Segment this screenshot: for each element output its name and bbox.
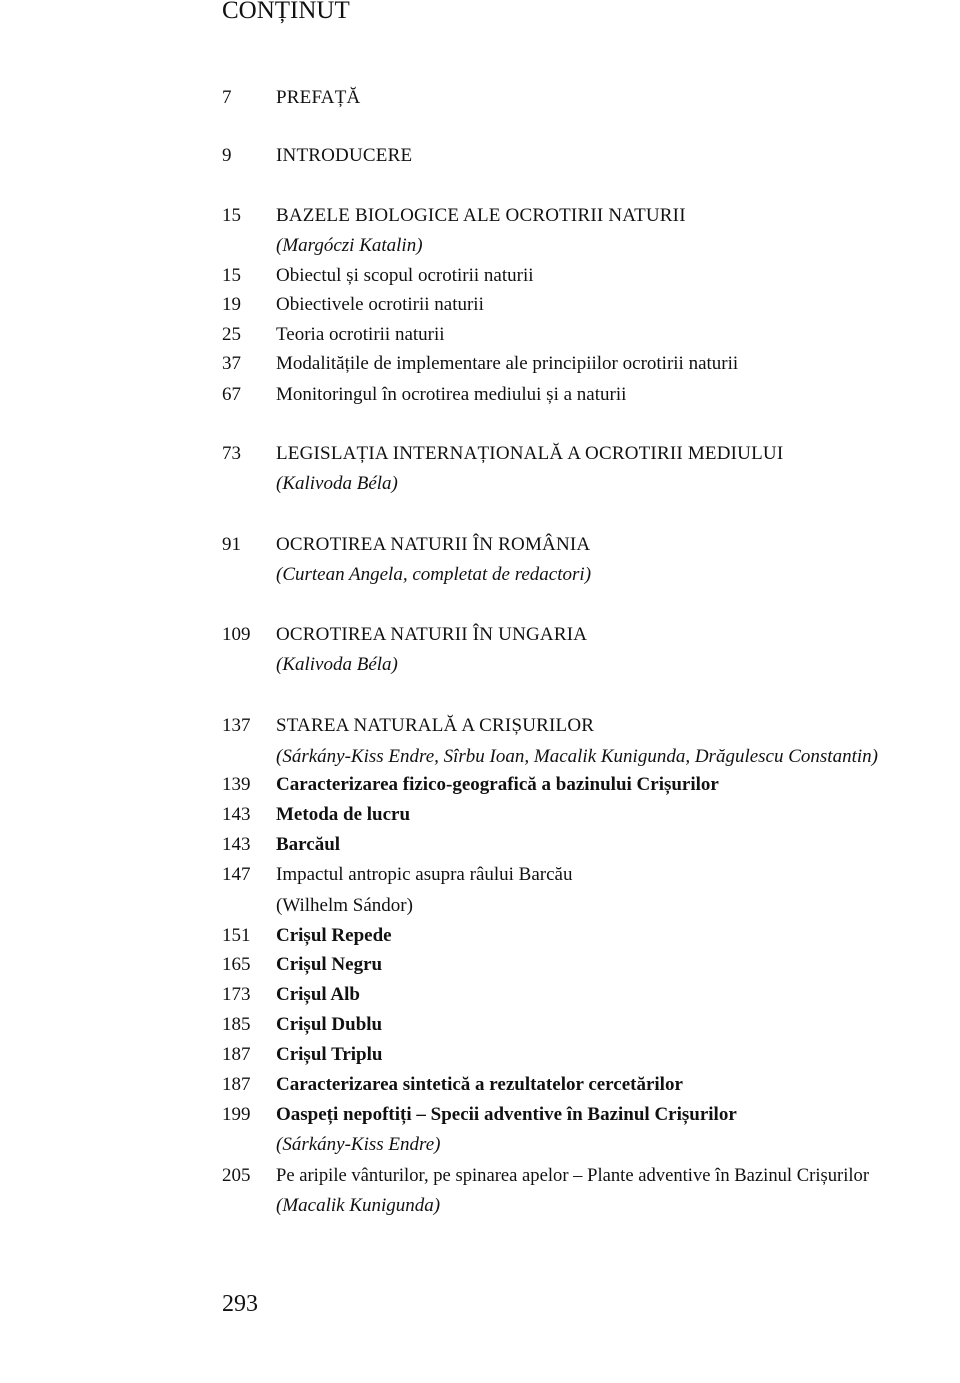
toc-page-number: 143 xyxy=(222,804,251,825)
toc-entry-title: Caracterizarea fizico-geografică a bazinului Crișurilor xyxy=(276,774,719,795)
toc-entry-title: Monitoringul în ocrotirea mediului și a naturii xyxy=(276,384,627,405)
toc-entry xyxy=(222,801,952,829)
toc-page-number: 151 xyxy=(222,925,251,946)
toc-entry-title: Caracterizarea sintetică a rezultatelor cercetărilor xyxy=(276,1074,683,1095)
toc-page-number: 73 xyxy=(222,443,241,464)
page-title: CONȚINUT xyxy=(222,0,350,24)
toc-page-number: 19 xyxy=(222,294,241,315)
toc-entry xyxy=(222,291,952,319)
toc-author: (Margóczi Katalin) xyxy=(276,235,423,256)
toc-entry-title: Teoria ocrotirii naturii xyxy=(276,324,445,345)
toc-page-number: 185 xyxy=(222,1014,251,1035)
toc-page-number: 173 xyxy=(222,984,251,1005)
toc-page-number: 165 xyxy=(222,954,251,975)
toc-entry-author xyxy=(222,1192,952,1220)
toc-entry-title: LEGISLAȚIA INTERNAȚIONALĂ A OCROTIRII MEDIULUI xyxy=(276,443,784,464)
toc-entry xyxy=(222,1071,952,1099)
toc-entry-introducere xyxy=(222,142,952,170)
toc-entry xyxy=(222,1041,952,1069)
toc-entry-author xyxy=(222,470,952,498)
toc-entry-title: STAREA NATURALĂ A CRIȘURILOR xyxy=(276,715,595,736)
toc-entry-title: Modalitățile de implementare ale principiilor ocrotirii naturii xyxy=(276,353,739,374)
toc-entry-title: OCROTIREA NATURII ÎN ROMÂNIA xyxy=(276,534,591,555)
toc-page-number: 37 xyxy=(222,353,241,374)
toc-entry-author xyxy=(222,232,952,260)
toc-page-number: 143 xyxy=(222,834,251,855)
toc-page-number: 139 xyxy=(222,774,251,795)
toc-page-number: 7 xyxy=(222,87,232,108)
toc-entry-author xyxy=(222,651,952,679)
toc-page-number: 109 xyxy=(222,624,251,645)
toc-entry-title: Crișul Repede xyxy=(276,925,392,946)
toc-page-number: 205 xyxy=(222,1165,251,1186)
toc-entry xyxy=(222,981,952,1009)
toc-entry-title: Crișul Alb xyxy=(276,984,360,1005)
toc-entry-title: BAZELE BIOLOGICE ALE OCROTIRII NATURII xyxy=(276,205,686,226)
toc-author: (Sárkány-Kiss Endre, Sîrbu Ioan, Macalik Kunigunda, Drăgulescu Constantin) xyxy=(276,746,878,767)
toc-entry-author xyxy=(222,892,952,920)
toc-author: (Kalivoda Béla) xyxy=(276,473,398,494)
toc-page-number: 15 xyxy=(222,205,241,226)
toc-entry-title: Crișul Negru xyxy=(276,954,383,975)
toc-page-number: 187 xyxy=(222,1044,251,1065)
toc-entry-title: Pe aripile vânturilor, pe spinarea apelor – Plante adventive în Bazinul Crișurilor xyxy=(276,1165,870,1186)
toc-entry-title: Obiectul și scopul ocrotirii naturii xyxy=(276,265,534,286)
toc-entry xyxy=(222,861,952,889)
toc-entry xyxy=(222,1011,952,1039)
toc-entry-title: Barcăul xyxy=(276,834,341,855)
toc-entry-legislatia xyxy=(222,440,952,468)
toc-page-number: 25 xyxy=(222,324,241,345)
toc-entry-title: OCROTIREA NATURII ÎN UNGARIA xyxy=(276,624,588,645)
toc-page-number: 91 xyxy=(222,534,241,555)
toc-entry xyxy=(222,922,952,950)
toc-entry-title: Crișul Dublu xyxy=(276,1014,383,1035)
toc-entry xyxy=(222,771,952,799)
toc-page-number: 137 xyxy=(222,715,251,736)
toc-entry-author xyxy=(222,743,952,771)
toc-entry xyxy=(222,321,952,349)
toc-page-number: 67 xyxy=(222,384,241,405)
toc-entry xyxy=(222,1162,952,1190)
toc-entry xyxy=(222,1101,952,1129)
toc-author: (Sárkány-Kiss Endre) xyxy=(276,1134,441,1155)
toc-entry-title: Impactul antropic asupra râului Barcău xyxy=(276,864,573,885)
toc-entry-title: Crișul Triplu xyxy=(276,1044,383,1065)
toc-author: (Macalik Kunigunda) xyxy=(276,1195,441,1216)
toc-entry xyxy=(222,262,952,290)
toc-entry xyxy=(222,831,952,859)
toc-page-number: 9 xyxy=(222,145,232,166)
toc-entry-title: Metoda de lucru xyxy=(276,804,411,825)
toc-entry-romania xyxy=(222,531,952,559)
toc-author: (Curtean Angela, completat de redactori) xyxy=(276,564,592,585)
toc-entry-author xyxy=(222,561,952,589)
toc-entry xyxy=(222,951,952,979)
toc-entry-title: PREFAȚĂ xyxy=(276,87,361,108)
toc-entry-title: Oaspeți nepoftiți – Specii adventive în Bazinul Crișurilor xyxy=(276,1104,737,1125)
toc-author: (Wilhelm Sándor) xyxy=(276,895,413,916)
toc-entry-bazele-biologice xyxy=(222,202,952,230)
toc-entry-author xyxy=(222,1131,952,1159)
toc-author: (Kalivoda Béla) xyxy=(276,654,398,675)
toc-entry xyxy=(222,350,952,378)
toc-entry-starea-naturala xyxy=(222,712,952,740)
page-number: 293 xyxy=(222,1291,258,1317)
toc-entry-title: Obiectivele ocrotirii naturii xyxy=(276,294,484,315)
toc-page-number: 199 xyxy=(222,1104,251,1125)
toc-entry-ungaria xyxy=(222,621,952,649)
toc-page-number: 147 xyxy=(222,864,251,885)
toc-entry-prefata xyxy=(222,84,952,112)
toc-page-number: 15 xyxy=(222,265,241,286)
toc-page-number: 187 xyxy=(222,1074,251,1095)
toc-entry xyxy=(222,381,952,409)
toc-entry-title: INTRODUCERE xyxy=(276,145,413,166)
